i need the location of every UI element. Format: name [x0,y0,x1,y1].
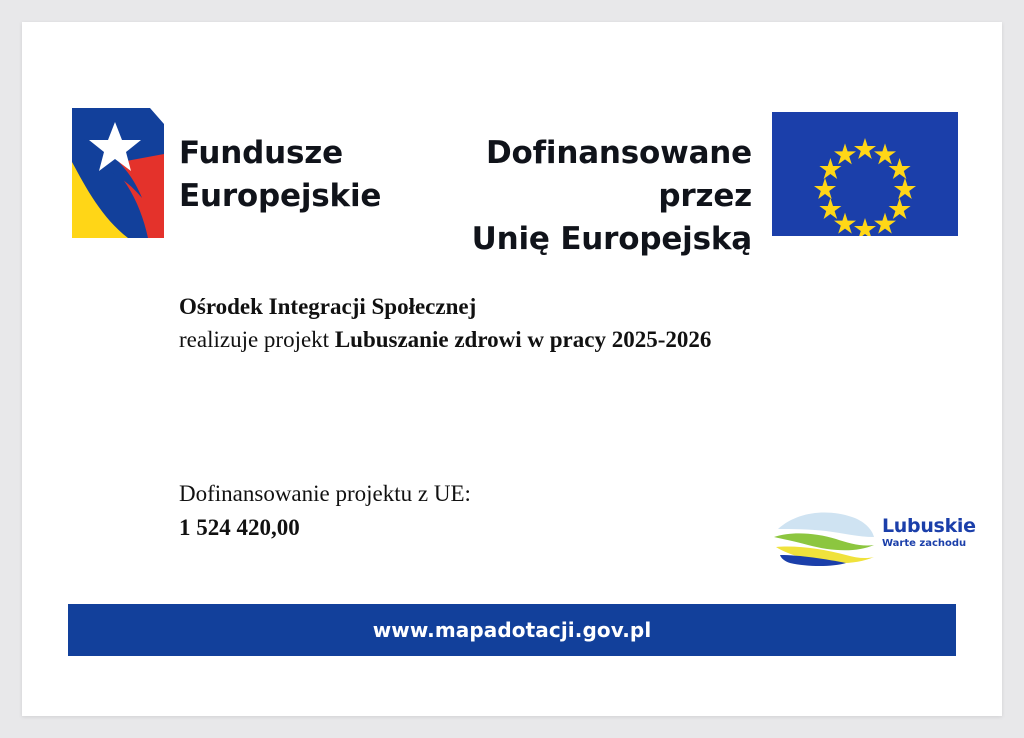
lubuskie-logo [772,507,976,569]
lubuskie-mark-icon [772,507,877,569]
project-description [179,290,939,356]
project-prefix: realizuje projekt [179,327,335,352]
lubuskie-subtitle: Warte zachodu [882,538,967,549]
eu-cofinancing-text [392,132,752,261]
footer-url-link[interactable]: www.mapadotacji.gov.pl [372,618,652,642]
footer-bar[interactable] [68,604,956,656]
organization-name-text: Ośrodek Integracji Społecznej [179,294,477,319]
eu-cofinancing-line2: Unię Europejską [471,221,752,257]
logo-strip [22,74,1002,257]
eu-flag-icon [772,112,958,236]
lubuskie-title: Lubuskie [882,515,976,537]
funding-block [179,477,739,545]
fundusze-europejskie-wordmark [179,132,381,218]
organization-name [179,290,939,323]
project-line [179,323,939,356]
fe-wordmark-line1: Fundusze [179,135,343,171]
lubuskie-wordmark [882,515,976,551]
funding-amount: 1 524 420,00 [179,515,300,540]
fundusze-europejskie-logo-icon [68,102,168,246]
eu-cofinancing-line1: Dofinansowane przez [485,135,752,214]
funding-label: Dofinansowanie projektu z UE: [179,481,471,506]
project-name: Lubuszanie zdrowi w pracy 2025-2026 [334,327,712,352]
poster-canvas [22,22,1002,716]
fe-wordmark-line2: Europejskie [179,178,382,214]
